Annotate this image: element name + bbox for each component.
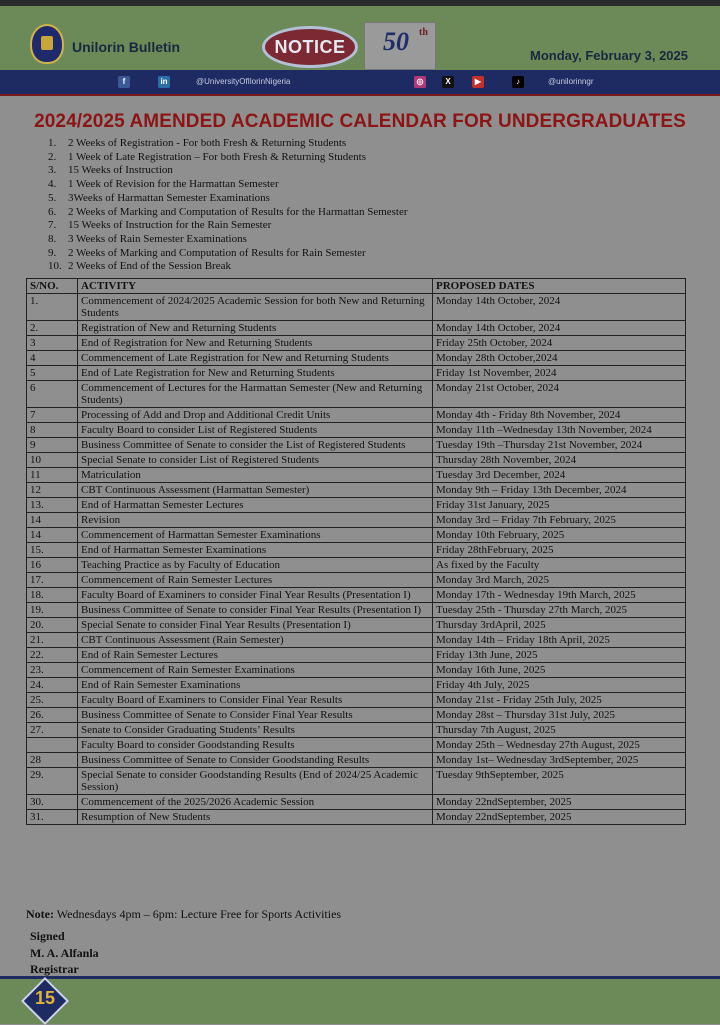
cell-sno: 13. [27,498,78,513]
cell-dates: Monday 14th October, 2024 [433,321,686,336]
cell-sno: 4 [27,351,78,366]
table-row [27,753,686,768]
cell-activity: Special Senate to consider List of Registered Students [78,453,433,468]
cell-dates: Friday 25th October, 2024 [433,336,686,351]
bulletin-footer [0,979,720,1024]
page-title: 2024/2025 AMENDED ACADEMIC CALENDAR FOR UNDERGRADUATES [34,111,686,132]
cell-activity: Special Senate to consider Goodstanding Results (End of 2024/25 Academic Session) [78,768,433,795]
cell-activity: Teaching Practice as by Faculty of Education [78,558,433,573]
cell-sno: 16 [27,558,78,573]
summary-item [48,260,408,274]
signature-block [30,928,99,978]
cell-dates: Monday 14th – Friday 18th April, 2025 [433,633,686,648]
signatory-title: Registrar [30,962,79,976]
cell-activity: CBT Continuous Assessment (Harmattan Semester) [78,483,433,498]
table-row [27,678,686,693]
cell-dates: Monday 25th – Wednesday 27th August, 2025 [433,738,686,753]
summary-item-number: 5. [48,191,57,204]
cell-activity: Commencement of Late Registration for New and Returning Students [78,351,433,366]
table-row [27,498,686,513]
cell-activity: Business Committee of Senate to Consider Final Year Results [78,708,433,723]
cell-dates: Monday 17th - Wednesday 19th March, 2025 [433,588,686,603]
summary-item-text: 1 Week of Late Registration – For both Fresh & Returning Students [68,150,367,163]
table-row [27,618,686,633]
summary-item [48,137,408,151]
summary-item-number: 2. [48,150,57,163]
table-row [27,381,686,408]
summary-item-number: 3. [48,164,57,177]
cell-activity: End of Late Registration for New and Returning Students [78,366,433,381]
instagram-icon[interactable]: ◎ [414,76,426,88]
summary-item [48,192,408,206]
cell-activity: Revision [78,513,433,528]
cell-sno: 2. [27,321,78,336]
table-row [27,321,686,336]
cell-dates: Friday 1st November, 2024 [433,366,686,381]
cell-dates: Monday 14th October, 2024 [433,294,686,321]
cell-dates: Monday 9th – Friday 13th December, 2024 [433,483,686,498]
cell-sno: 7 [27,408,78,423]
cell-sno: 23. [27,663,78,678]
table-row [27,693,686,708]
calendar-table [26,278,686,825]
cell-dates: Thursday 3rdApril, 2025 [433,618,686,633]
cell-dates: Monday 1st– Wednesday 3rdSeptember, 2025 [433,753,686,768]
table-row [27,795,686,810]
anniversary-number: 50 [383,27,409,56]
cell-sno: 24. [27,678,78,693]
table-row [27,708,686,723]
summary-item-text: 3 Weeks of Rain Semester Examinations [68,232,247,245]
table-row [27,543,686,558]
cell-dates: Tuesday 9thSeptember, 2025 [433,768,686,795]
summary-item [48,247,408,261]
table-row [27,633,686,648]
cell-dates: Tuesday 25th - Thursday 27th March, 2025 [433,603,686,618]
table-row [27,468,686,483]
table-row [27,336,686,351]
summary-item-number: 7. [48,219,57,232]
summary-item [48,219,408,233]
cell-sno: 5 [27,366,78,381]
cell-dates: Thursday 28th November, 2024 [433,453,686,468]
cell-sno: 22. [27,648,78,663]
notice-badge: NOTICE [262,26,358,68]
cell-sno: 20. [27,618,78,633]
cell-activity: Commencement of the 2025/2026 Academic Session [78,795,433,810]
summary-list [48,137,408,274]
cell-activity: Faculty Board of Examiners to Consider Final Year Results [78,693,433,708]
cell-dates: Monday 21st October, 2024 [433,381,686,408]
cell-sno: 27. [27,723,78,738]
cell-dates: Tuesday 19th –Thursday 21st November, 2024 [433,438,686,453]
summary-item [48,233,408,247]
summary-item [48,206,408,220]
summary-item [48,164,408,178]
cell-sno: 26. [27,708,78,723]
cell-sno: 19. [27,603,78,618]
tiktok-icon[interactable]: ♪ [512,76,524,88]
cell-dates: Monday 28th October,2024 [433,351,686,366]
signatory-name: M. A. Alfanla [30,945,99,960]
cell-sno: 28 [27,753,78,768]
table-row [27,768,686,795]
social-handle-left[interactable]: @UniversityOfIlorinNigeria [196,77,291,86]
summary-item-text: 2 Weeks of Marking and Computation of Results for Rain Semester [68,246,366,259]
summary-item-number: 4. [48,178,57,191]
cell-dates: Monday 28st – Thursday 31st July, 2025 [433,708,686,723]
cell-sno: 31. [27,810,78,825]
cell-activity: Faculty Board of Examiners to consider Final Year Results (Presentation I) [78,588,433,603]
anniversary-suffix: th [419,27,428,38]
cell-sno: 11 [27,468,78,483]
table-row [27,528,686,543]
bulletin-header [0,6,720,70]
table-row [27,738,686,753]
cell-activity: Registration of New and Returning Students [78,321,433,336]
table-row [27,588,686,603]
cell-activity: Business Committee of Senate to consider Final Year Results (Presentation I) [78,603,433,618]
university-crest-icon [30,24,64,64]
cell-activity: End of Harmattan Semester Examinations [78,543,433,558]
summary-item-number: 8. [48,232,57,245]
footnote [26,907,341,922]
header-divider [0,94,720,96]
summary-item-number: 1. [48,137,57,149]
summary-item-text: 3Weeks of Harmattan Semester Examinations [68,191,270,204]
summary-item-text: 15 Weeks of Instruction [68,164,173,177]
cell-dates: Friday 4th July, 2025 [433,678,686,693]
table-row [27,513,686,528]
summary-item [48,151,408,165]
cell-activity: Senate to Consider Graduating Students’ Results [78,723,433,738]
cell-activity: End of Rain Semester Examinations [78,678,433,693]
summary-item-text: 2 Weeks of End of the Session Break [68,260,231,273]
cell-sno: 21. [27,633,78,648]
cell-dates: Monday 22ndSeptember, 2025 [433,810,686,825]
table-row [27,573,686,588]
cell-sno: 14 [27,528,78,543]
cell-sno: 6 [27,381,78,408]
column-header-activity: ACTIVITY [78,279,433,294]
cell-activity: End of Harmattan Semester Lectures [78,498,433,513]
cell-activity: End of Rain Semester Lectures [78,648,433,663]
cell-dates: Thursday 7th August, 2025 [433,723,686,738]
cell-dates: Monday 3rd – Friday 7th February, 2025 [433,513,686,528]
cell-sno: 18. [27,588,78,603]
cell-dates: Monday 16th June, 2025 [433,663,686,678]
cell-sno: 8 [27,423,78,438]
cell-sno: 10 [27,453,78,468]
cell-sno [27,738,78,753]
cell-dates: Monday 11th –Wednesday 13th November, 2024 [433,423,686,438]
cell-activity: Commencement of Rain Semester Lectures [78,573,433,588]
table-row [27,810,686,825]
table-row [27,558,686,573]
table-row [27,351,686,366]
cell-sno: 9 [27,438,78,453]
anniversary-logo [364,22,436,70]
social-bar [0,70,720,94]
cell-activity: Matriculation [78,468,433,483]
table-row [27,723,686,738]
youtube-icon[interactable]: ▶ [472,76,484,88]
table-row [27,453,686,468]
cell-activity: Business Committee of Senate to consider the List of Registered Students [78,438,433,453]
cell-dates: As fixed by the Faculty [433,558,686,573]
cell-activity: Commencement of 2024/2025 Academic Session for both New and Returning Students [78,294,433,321]
note-text: Wednesdays 4pm – 6pm: Lecture Free for Sports Activities [56,907,342,921]
cell-activity: Processing of Add and Drop and Additional Credit Units [78,408,433,423]
column-header-sno: S/NO. [27,279,78,294]
linkedin-icon[interactable]: in [158,76,170,88]
cell-dates: Monday 3rd March, 2025 [433,573,686,588]
signed-label: Signed [30,929,65,943]
cell-dates: Monday 4th - Friday 8th November, 2024 [433,408,686,423]
cell-activity: Faculty Board to consider List of Registered Students [78,423,433,438]
cell-activity: End of Registration for New and Returning Students [78,336,433,351]
cell-sno: 15. [27,543,78,558]
cell-activity: Commencement of Harmattan Semester Examinations [78,528,433,543]
table-header-row [27,279,686,294]
cell-dates: Monday 10th February, 2025 [433,528,686,543]
table-row [27,408,686,423]
cell-activity: CBT Continuous Assessment (Rain Semester) [78,633,433,648]
cell-sno: 29. [27,768,78,795]
cell-dates: Friday 31st January, 2025 [433,498,686,513]
cell-sno: 17. [27,573,78,588]
page-number: 15 [34,988,56,1008]
cell-activity: Business Committee of Senate to Consider Goodstanding Results [78,753,433,768]
table-row [27,438,686,453]
cell-dates: Friday 13th June, 2025 [433,648,686,663]
column-header-dates: PROPOSED DATES [433,279,686,294]
table-row [27,423,686,438]
facebook-icon[interactable]: f [118,76,130,88]
cell-activity: Faculty Board to consider Goodstanding Results [78,738,433,753]
summary-item-number: 9. [48,246,57,259]
summary-item-text: 15 Weeks of Instruction for the Rain Semester [68,219,272,232]
summary-item-number: 10. [48,260,62,273]
bulletin-brand: Unilorin Bulletin [72,39,181,55]
cell-activity: Commencement of Rain Semester Examinations [78,663,433,678]
summary-item-text: 2 Weeks of Registration - For both Fresh & Returning Students [68,137,347,149]
table-row [27,366,686,381]
summary-item-text: 2 Weeks of Marking and Computation of Results for the Harmattan Semester [68,205,408,218]
cell-dates: Monday 21st - Friday 25th July, 2025 [433,693,686,708]
table-row [27,483,686,498]
summary-item-text: 1 Week of Revision for the Harmattan Semester [68,178,279,191]
cell-dates: Monday 22ndSeptember, 2025 [433,795,686,810]
cell-sno: 25. [27,693,78,708]
bulletin-date: Monday, February 3, 2025 [530,48,688,63]
cell-activity: Resumption of New Students [78,810,433,825]
cell-sno: 3 [27,336,78,351]
table-row [27,603,686,618]
cell-sno: 14 [27,513,78,528]
cell-sno: 1. [27,294,78,321]
social-handle-right[interactable]: @unilorinngr [548,77,594,86]
summary-item [48,178,408,192]
summary-item-number: 6. [48,205,57,218]
cell-dates: Friday 28thFebruary, 2025 [433,543,686,558]
cell-sno: 30. [27,795,78,810]
note-label: Note: [26,907,54,921]
table-row [27,648,686,663]
table-row [27,663,686,678]
cell-sno: 12 [27,483,78,498]
x-icon[interactable]: X [442,76,454,88]
cell-activity: Special Senate to consider Final Year Results (Presentation I) [78,618,433,633]
cell-dates: Tuesday 3rd December, 2024 [433,468,686,483]
table-row [27,294,686,321]
cell-activity: Commencement of Lectures for the Harmattan Semester (New and Returning Students) [78,381,433,408]
